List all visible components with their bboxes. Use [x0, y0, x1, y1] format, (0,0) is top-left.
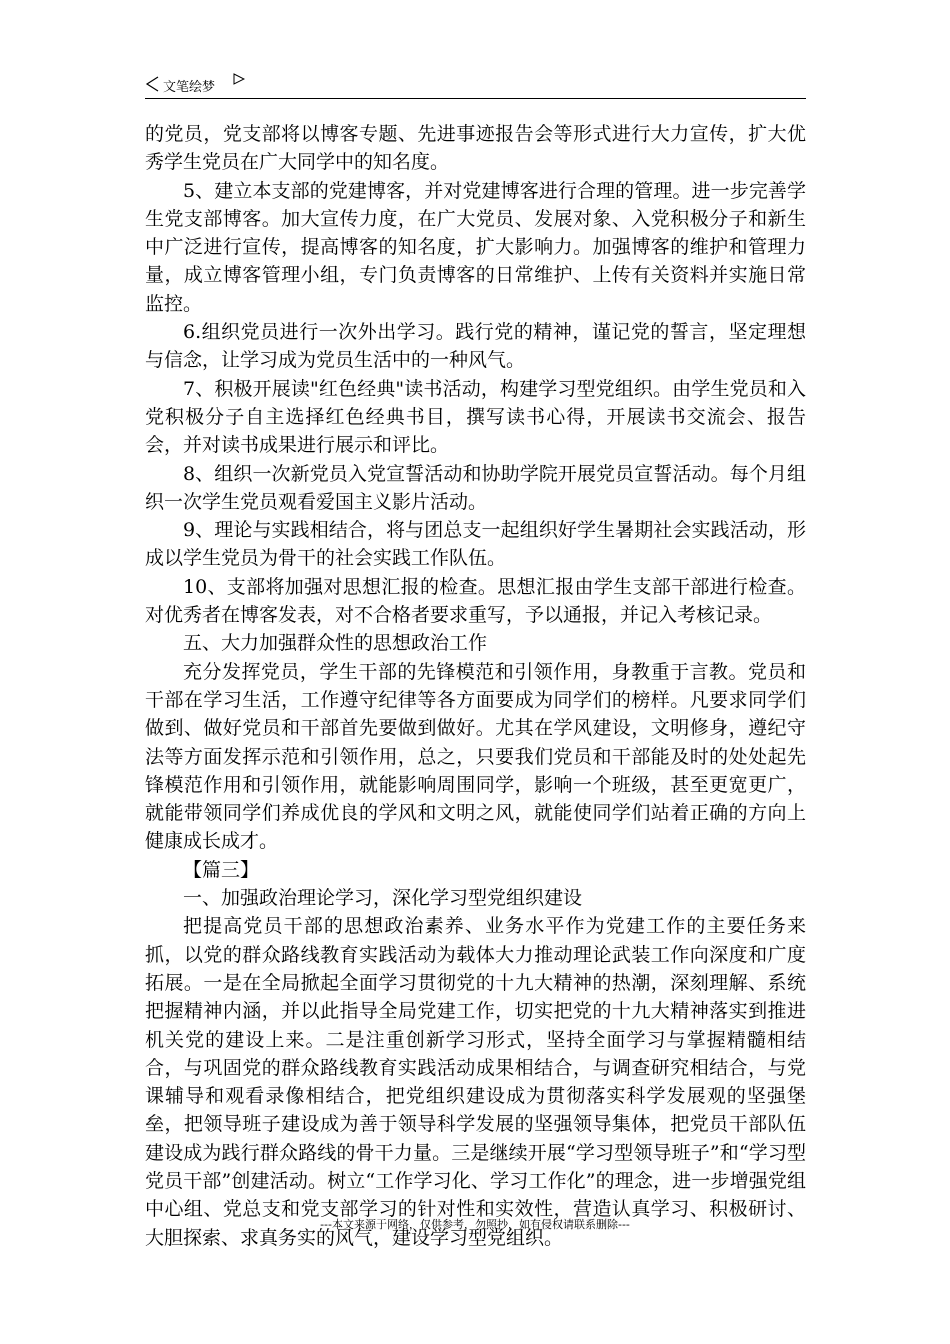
- paragraph: 9、理论与实践相结合，将与团总支一起组织好学生暑期社会实践活动，形成以学生党员为骨干的社会实践工作队伍。: [145, 519, 806, 570]
- header-brand: 文笔绘梦: [163, 80, 216, 95]
- paragraph: 的党员，党支部将以博客专题、先进事迹报告会等形式进行大力宣传，扩大优秀学生党员在广大同学中的知名度。: [145, 123, 806, 174]
- page-footer: ---本文来源于网络，仅供参考，勿照抄，如有侵权请联系删除---: [320, 1218, 630, 1231]
- paragraph: 充分发挥党员，学生干部的先锋模范和引领作用，身教重于言教。党员和干部在学习生活，工作遵守纪律等各方面要成为同学们的榜样。凡要求同学们做到、做好党员和干部首先要做到做好。尤其在学风建设，文明修身，遵纪守法等方面发挥示范和引领作用，总之，只要我们党员和干部能及时的处处起先锋模范作用和引领作用，就能影响周围同学，影响一个班级，甚至更宽更广，就能带领同学们养成优良的学风和文明之风，就能使同学们站着正确的方向上健康成长成才。: [145, 660, 806, 853]
- paragraph: 5、建立本支部的党建博客，并对党建博客进行合理的管理。进一步完善学生党支部博客。加大宣传力度，在广大党员、发展对象、入党积极分子和新生中广泛进行宣传，提高博客的知名度，扩大影响力。加强博客的维护和管理力量，成立博客管理小组，专门负责博客的日常维护、上传有关资料并实施日常监控。: [145, 179, 806, 315]
- paragraph: 6.组织党员进行一次外出学习。践行党的精神，谨记党的誓言，坚定理想与信念，让学习成为党员生活中的一种风气。: [145, 321, 806, 372]
- paragraph: 把提高党员干部的思想政治素养、业务水平作为党建工作的主要任务来抓，以党的群众路线教育实践活动为载体大力推动理论武装工作向深度和广度拓展。一是在全局掀起全面学习贯彻党的十九大精神的热潮，深刻理解、系统把握精神内涵，并以此指导全局党建工作，切实把党的十九大精神落实到推进机关党的建设上来。二是注重创新学习形式，坚持全面学习与掌握精髓相结合，与巩固党的群众路线教育实践活动成果相结合，与调查研究相结合，与党课辅导和观看录像相结合，把党组织建设成为贯彻落实科学发展观的坚强堡垒，把领导班子建设成为善于领导科学发展的坚强领导集体，把党员干部队伍建设成为践行群众路线的骨干力量。三是继续开展“学习型领导班子”和“学习型党员干部”创建活动。树立“工作学习化、学习工作化”的理念，进一步增强党组中心组、党总支和党支部学习的针对性和实效性，营造认真学习、积极研讨、大胆探索、求真务实的风气，建设学习型党组织。: [145, 915, 806, 1249]
- paragraph: 【篇三】: [183, 858, 260, 881]
- page-header: [145, 72, 806, 99]
- paragraph: 一、加强政治理论学习，深化学习型党组织建设: [183, 887, 583, 910]
- triangle-right-icon: [233, 73, 245, 85]
- document-body: [145, 120, 806, 1252]
- triangle-left-icon: [145, 76, 161, 92]
- paragraph: 10、支部将加强对思想汇报的检查。思想汇报由学生支部干部进行检查。对优秀者在博客发表，对不合格者要求重写，予以通报，并记入考核记录。: [145, 575, 806, 627]
- paragraph: 五、大力加强群众性的思想政治工作: [183, 632, 488, 655]
- paragraph: 8、组织一次新党员入党宣誓活动和协助学院开展党员宣誓活动。每个月组织一次学生党员观看爱国主义影片活动。: [145, 462, 806, 513]
- paragraph: 7、积极开展读"红色经典"读书活动，构建学习型党组织。由学生党员和入党积极分子自主选择红色经典书目，撰写读书心得，开展读书交流会、报告会，并对读书成果进行展示和评比。: [145, 377, 806, 457]
